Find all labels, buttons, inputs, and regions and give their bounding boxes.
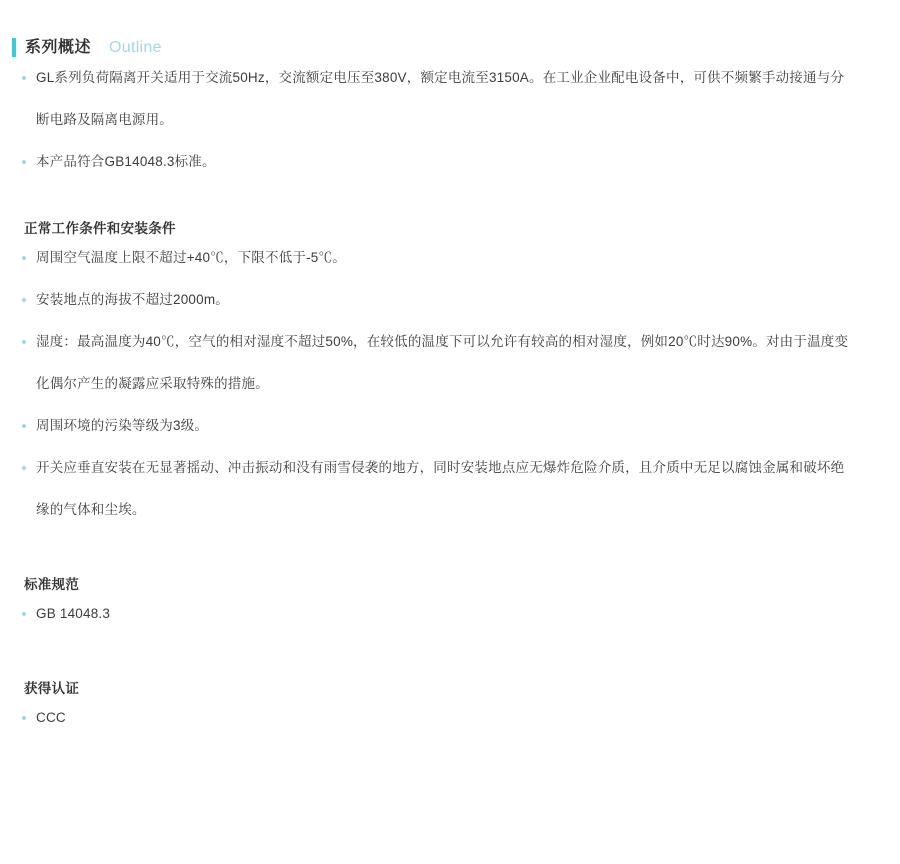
list-item-text: CCC — [36, 710, 66, 725]
bullet-dot-icon — [22, 466, 26, 470]
section-heading — [12, 38, 900, 57]
bullet-dot-icon — [22, 76, 26, 80]
subheading-conditions: 正常工作条件和安装条件 — [24, 221, 176, 236]
standards-list — [0, 593, 900, 635]
conditions-list — [0, 237, 900, 531]
list-item-text: GB 14048.3 — [36, 606, 111, 621]
list-item-text: 安装地点的海拔不超过2000m。 — [36, 292, 229, 307]
list-item — [0, 447, 900, 531]
list-item — [0, 57, 900, 141]
list-item — [0, 697, 900, 739]
list-item — [0, 405, 900, 447]
list-item — [0, 593, 900, 635]
document-page — [0, 38, 900, 864]
list-item-text: 周围环境的污染等级为3级。 — [36, 418, 209, 433]
list-item-text: 本产品符合GB14048.3标准。 — [36, 154, 216, 169]
section-title-chinese: 系列概述 — [25, 39, 92, 56]
bullet-dot-icon — [22, 612, 26, 616]
list-item — [0, 321, 900, 405]
section-title-english: Outline — [109, 39, 162, 56]
list-item — [0, 141, 900, 183]
subheading-certifications: 获得认证 — [24, 681, 80, 696]
list-item — [0, 279, 900, 321]
outline-list — [0, 57, 900, 183]
bullet-dot-icon — [22, 160, 26, 164]
accent-bar-icon — [12, 38, 16, 57]
bullet-dot-icon — [22, 298, 26, 302]
subheading-standards: 标准规范 — [24, 577, 80, 592]
list-item-text: 湿度：最高温度为40℃，空气的相对湿度不超过50%，在较低的温度下可以允许有较高的相对湿度，例如20℃时达90%。对由于温度变化偶尔产生的凝露应采取特殊的措施。 — [36, 334, 849, 391]
bullet-dot-icon — [22, 340, 26, 344]
list-item-text: GL系列负荷隔离开关适用于交流50Hz，交流额定电压至380V，额定电流至3150A。在工业企业配电设备中，可供不频繁手动接通与分断电路及隔离电源用。 — [36, 70, 845, 127]
certifications-list — [0, 697, 900, 739]
bullet-dot-icon — [22, 716, 26, 720]
bullet-dot-icon — [22, 256, 26, 260]
list-item-text: 周围空气温度上限不超过+40℃，下限不低于-5℃。 — [36, 250, 346, 265]
bullet-dot-icon — [22, 424, 26, 428]
list-item-text: 开关应垂直安装在无显著摇动、冲击振动和没有雨雪侵袭的地方，同时安装地点应无爆炸危险介质，且介质中无足以腐蚀金属和破坏绝缘的气体和尘埃。 — [36, 460, 845, 517]
list-item — [0, 237, 900, 279]
